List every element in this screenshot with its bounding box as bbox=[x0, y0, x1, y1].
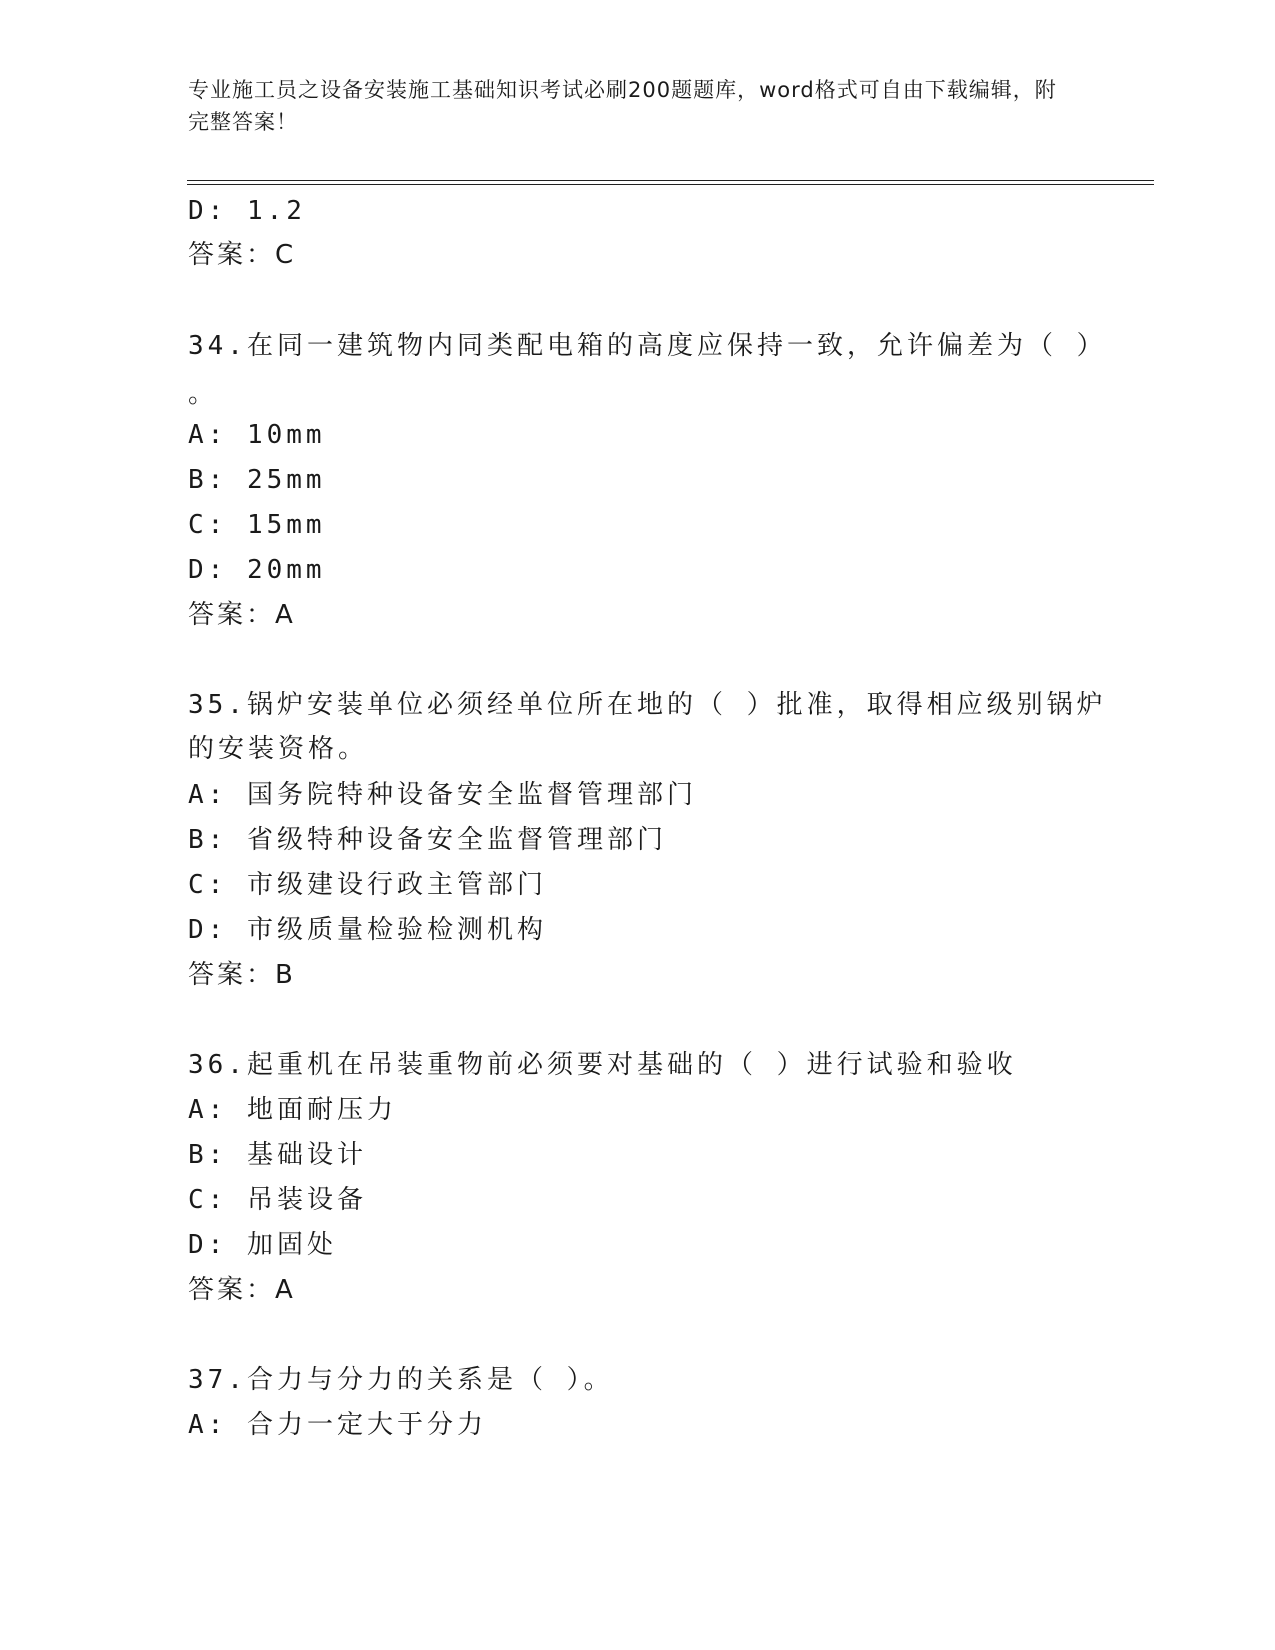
q35-stem-cont: 的安装资格。 bbox=[188, 734, 369, 764]
document-header: 专业施工员之设备安装施工基础知识考试必刷200题题库，word格式可自由下载编辑，附完整答案！ bbox=[188, 78, 1057, 134]
q34-option-d: D: 20mm bbox=[188, 555, 326, 585]
q36-answer: 答案：A bbox=[188, 1275, 296, 1305]
header-rule-top bbox=[187, 180, 1154, 181]
q37-stem: 37.合力与分力的关系是（ ）。 bbox=[188, 1365, 614, 1395]
prev-answer: 答案：C bbox=[188, 240, 297, 270]
q34-option-a: A: 10mm bbox=[188, 420, 326, 450]
q36-stem: 36.起重机在吊装重物前必须要对基础的（ ）进行试验和验收 bbox=[188, 1050, 1017, 1080]
q36-option-b: B: 基础设计 bbox=[188, 1140, 367, 1170]
q34-stem: 34.在同一建筑物内同类配电箱的高度应保持一致，允许偏差为（ ） bbox=[188, 331, 1107, 361]
q34-option-b: B: 25mm bbox=[188, 465, 326, 495]
q34-stem-cont: 。 bbox=[188, 379, 219, 409]
q35-option-b: B: 省级特种设备安全监督管理部门 bbox=[188, 825, 667, 855]
q35-stem: 35.锅炉安装单位必须经单位所在地的（ ）批准，取得相应级别锅炉 bbox=[188, 690, 1107, 720]
header-rule-bottom bbox=[187, 184, 1154, 185]
q36-option-c: C: 吊装设备 bbox=[188, 1185, 367, 1215]
q35-option-d: D: 市级质量检验检测机构 bbox=[188, 915, 547, 945]
q36-option-d: D: 加固处 bbox=[188, 1230, 337, 1260]
q37-option-a: A: 合力一定大于分力 bbox=[188, 1410, 487, 1440]
q35-option-a: A: 国务院特种设备安全监督管理部门 bbox=[188, 780, 697, 810]
q35-answer: 答案：B bbox=[188, 960, 296, 990]
q34-answer: 答案：A bbox=[188, 600, 296, 630]
q35-option-c: C: 市级建设行政主管部门 bbox=[188, 870, 547, 900]
q34-option-c: C: 15mm bbox=[188, 510, 326, 540]
prev-option-d: D: 1.2 bbox=[188, 196, 306, 226]
q36-option-a: A: 地面耐压力 bbox=[188, 1095, 397, 1125]
